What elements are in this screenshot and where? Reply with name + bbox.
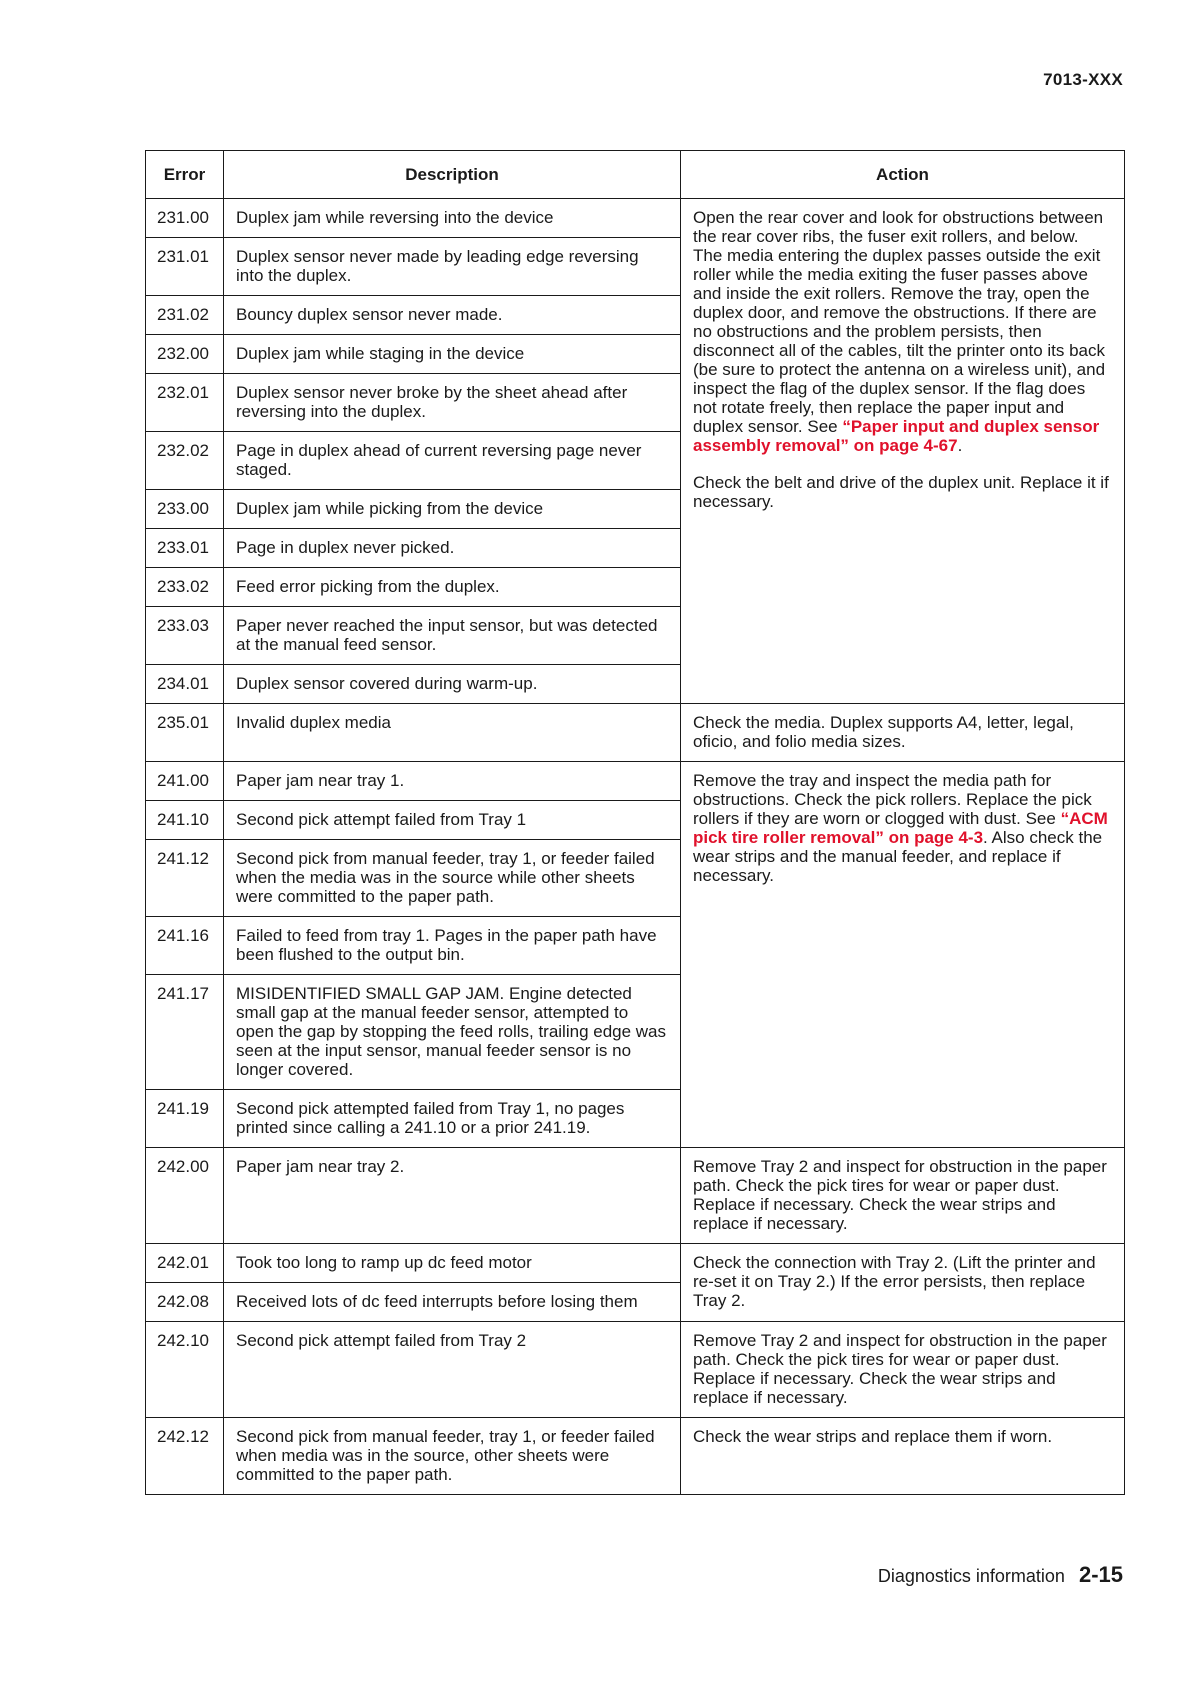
error-code: 231.01 [146,238,224,296]
error-description: Paper jam near tray 1. [224,762,681,801]
error-code: 241.19 [146,1090,224,1148]
table-row [146,199,1125,238]
action-text: Remove Tray 2 and inspect for obstruction in the paper path. Check the pick tires for wear or paper dust. Replace if necessary. Check the wear strips and replace if necessary. [693,1331,1107,1407]
section-title: Diagnostics information [877,1566,1065,1586]
table-row [146,1418,1125,1495]
error-description: Feed error picking from the duplex. [224,568,681,607]
error-code: 232.01 [146,374,224,432]
error-description: Took too long to ramp up dc feed motor [224,1244,681,1283]
error-code: 233.01 [146,529,224,568]
column-header-action: Action [681,151,1125,199]
error-description: Duplex sensor never broke by the sheet ahead after reversing into the duplex. [224,374,681,432]
error-code: 232.00 [146,335,224,374]
error-description: Duplex sensor never made by leading edge reversing into the duplex. [224,238,681,296]
error-code: 231.00 [146,199,224,238]
action-cell [681,1244,1125,1322]
error-code: 234.01 [146,665,224,704]
table-row [146,1148,1125,1244]
action-text: Check the wear strips and replace them if worn. [693,1427,1053,1446]
error-description: Duplex jam while staging in the device [224,335,681,374]
cross-reference-link[interactable]: “ACM pick tire roller removal” on page 4-3 [693,809,1108,847]
error-code: 233.03 [146,607,224,665]
table-row [146,762,1125,801]
error-code: 232.02 [146,432,224,490]
error-code: 242.10 [146,1322,224,1418]
error-description: Second pick attempted failed from Tray 1, no pages printed since calling a 241.10 or a prior 241.19. [224,1090,681,1148]
page-number: 2-15 [1078,1562,1123,1587]
error-description: Second pick from manual feeder, tray 1, or feeder failed when the media was in the source while other sheets were committed to the paper path. [224,840,681,917]
action-cell [681,1148,1125,1244]
error-description: Duplex sensor covered during warm-up. [224,665,681,704]
error-description: Second pick attempt failed from Tray 2 [224,1322,681,1418]
error-code: 241.10 [146,801,224,840]
error-description: Bouncy duplex sensor never made. [224,296,681,335]
error-code: 241.17 [146,975,224,1090]
action-cell [681,1418,1125,1495]
error-code: 231.02 [146,296,224,335]
error-description: Invalid duplex media [224,704,681,762]
table-row [146,704,1125,762]
action-cell [681,704,1125,762]
error-description: Received lots of dc feed interrupts before losing them [224,1283,681,1322]
error-code: 233.02 [146,568,224,607]
error-description: MISIDENTIFIED SMALL GAP JAM. Engine detected small gap at the manual feeder sensor, attempted to open the gap by stopping the feed rolls, trailing edge was seen at the input sensor, manual feeder sensor is no longer covered. [224,975,681,1090]
error-code: 242.08 [146,1283,224,1322]
column-header-description: Description [224,151,681,199]
table-row [146,1244,1125,1283]
column-header-error: Error [146,151,224,199]
error-description: Duplex jam while picking from the device [224,490,681,529]
action-text: Check the belt and drive of the duplex unit. Replace it if necessary. [693,473,1109,511]
error-code: 233.00 [146,490,224,529]
error-code-table [145,150,1125,1495]
action-text: Check the media. Duplex supports A4, letter, legal, oficio, and folio media sizes. [693,713,1074,751]
error-description: Paper jam near tray 2. [224,1148,681,1244]
table-row [146,1322,1125,1418]
page-footer [878,1562,1123,1588]
error-description: Paper never reached the input sensor, but was detected at the manual feed sensor. [224,607,681,665]
error-code: 241.00 [146,762,224,801]
action-cell [681,199,1125,704]
action-text: Remove the tray and inspect the media path for obstructions. Check the pick rollers. Replace the pick rollers if they are worn or clogged with dust. See “ACM pick tire roller removal” on page 4-3. Also check the wear strips and the manual feeder, and replace if necessary. [693,771,1108,885]
error-description: Second pick from manual feeder, tray 1, or feeder failed when media was in the source, other sheets were committed to the paper path. [224,1418,681,1495]
action-text: Open the rear cover and look for obstructions between the rear cover ribs, the fuser exit rollers, and below. The media entering the duplex passes outside the exit roller while the media exiting the fuser passes above and inside the exit rollers. Remove the tray, open the duplex door, and remove the obstructions. If there are no obstructions and the problem persists, then disconnect all of the cables, tilt the printer onto its back (be sure to protect the antenna on a wireless unit), and inspect the flag of the duplex sensor. If the flag does not rotate freely, then replace the paper input and duplex sensor. See “Paper input and duplex sensor assembly removal” on page 4-67. [693,208,1106,455]
error-code: 241.16 [146,917,224,975]
error-description: Page in duplex never picked. [224,529,681,568]
error-code: 241.12 [146,840,224,917]
error-code: 242.12 [146,1418,224,1495]
action-text: Remove Tray 2 and inspect for obstruction in the paper path. Check the pick tires for wear or paper dust. Replace if necessary. Check the wear strips and replace if necessary. [693,1157,1107,1233]
action-cell [681,762,1125,1148]
error-description: Page in duplex ahead of current reversing page never staged. [224,432,681,490]
error-code: 242.00 [146,1148,224,1244]
error-description: Second pick attempt failed from Tray 1 [224,801,681,840]
document-id: 7013-XXX [1043,70,1123,89]
action-cell [681,1322,1125,1418]
error-code: 235.01 [146,704,224,762]
error-description: Failed to feed from tray 1. Pages in the paper path have been flushed to the output bin. [224,917,681,975]
cross-reference-link[interactable]: “Paper input and duplex sensor assembly removal” on page 4-67 [693,417,1100,455]
error-code: 242.01 [146,1244,224,1283]
table-header-row [146,151,1125,199]
error-description: Duplex jam while reversing into the device [224,199,681,238]
action-text: Check the connection with Tray 2. (Lift the printer and re-set it on Tray 2.) If the error persists, then replace Tray 2. [693,1253,1096,1310]
